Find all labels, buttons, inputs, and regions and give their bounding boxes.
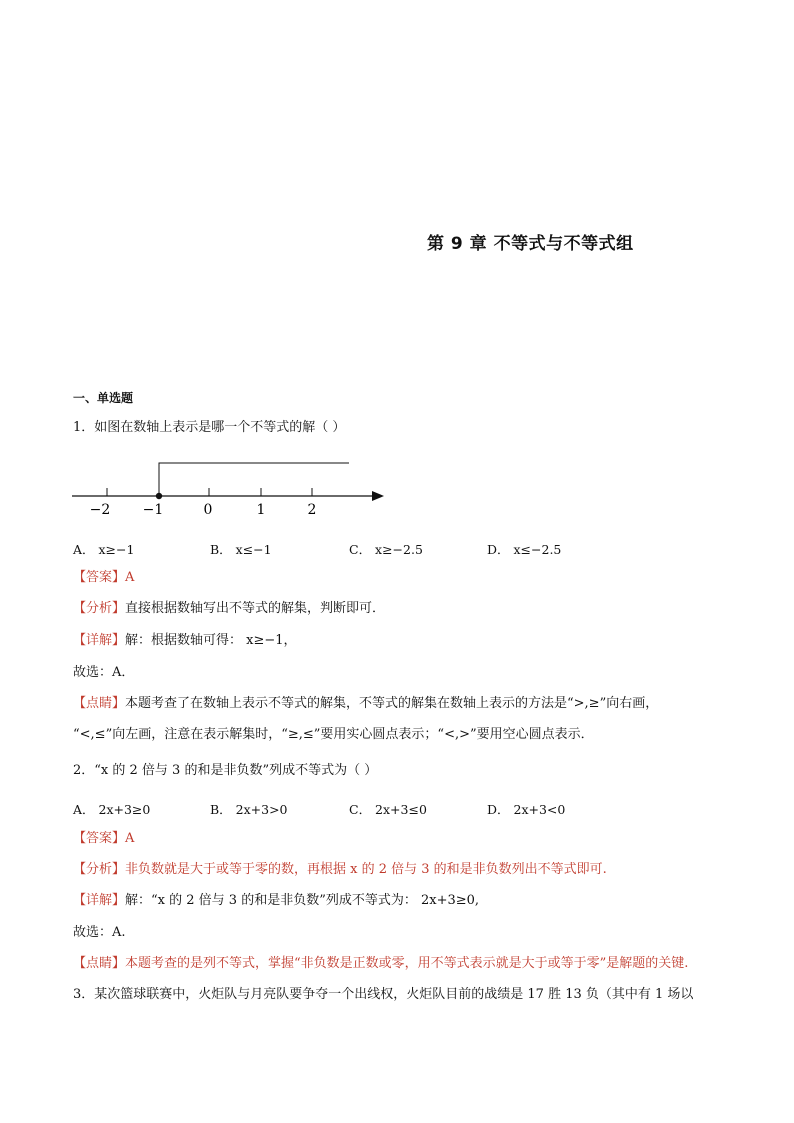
axis-arrow [372, 491, 384, 501]
q2-choose: 故选：A. [73, 925, 126, 940]
solution-ray [159, 463, 349, 496]
q2-stem: 2．“x 的 2 倍与 3 的和是非负数”列成不等式为（ ） [73, 763, 378, 778]
q1-option-a: A． x≥−1 [73, 542, 135, 557]
page-title: 第 9 章 不等式与不等式组 [427, 234, 634, 254]
detail-text: 解：根据数轴可得： x≥−1， [125, 633, 297, 648]
analysis-tag: 【分析】 [73, 601, 126, 616]
q2-analysis [73, 862, 607, 878]
answer-tag: 【答案】 [73, 570, 126, 585]
q1-option-c: C． x≥−2.5 [349, 542, 423, 557]
detail-tag: 【详解】 [73, 633, 126, 648]
comment-tag: 【点睛】 [73, 956, 126, 971]
analysis-text: 直接根据数轴写出不等式的解集，判断即可． [125, 601, 386, 616]
q1-comment-cont: “<,≤”向左画，注意在表示解集时，“≥,≤”要用实心圆点表示；“<,>”要用空心圆点表示． [73, 727, 594, 742]
q2-option-c: C． 2x+3≤0 [349, 802, 427, 817]
q3-stem: 3．某次篮球联赛中，火炬队与月亮队要争夺一个出线权，火炬队目前的战绩是 17 胜 13 负（其中有 1 场以 [73, 987, 694, 1002]
q1-option-d: D． x≤−2.5 [487, 542, 562, 557]
answer-value: A [125, 831, 135, 846]
tick-label: −1 [142, 502, 164, 518]
comment-text: 本题考查了在数轴上表示不等式的解集，不等式的解集在数轴上表示的方法是“>,≥”向右画， [125, 696, 659, 711]
solid-dot [156, 493, 162, 499]
q2-comment [73, 956, 688, 972]
q2-option-b: B． 2x+3>0 [210, 802, 288, 817]
section-heading: 一、单选题 [73, 391, 134, 405]
detail-text: 解：“x 的 2 倍与 3 的和是非负数”列成不等式为： 2x+3≥0, [125, 893, 480, 908]
q1-comment [73, 696, 658, 712]
tick-label: 2 [307, 502, 317, 518]
answer-value: A [125, 570, 135, 585]
analysis-tag: 【分析】 [73, 862, 126, 877]
q1-choose: 故选：A． [73, 665, 135, 680]
q2-answer [73, 831, 134, 847]
q2-detail [73, 893, 479, 909]
comment-text: 本题考查的是列不等式，掌握“非负数是正数或零，用不等式表示就是大于或等于零”是解题的关键. [125, 956, 689, 971]
q1-detail [73, 633, 297, 649]
tick-label: 1 [256, 502, 266, 518]
q1-stem: 1．如图在数轴上表示是哪一个不等式的解（ ） [73, 420, 346, 435]
tick-label: 0 [203, 502, 213, 518]
q2-option-d: D． 2x+3<0 [487, 802, 566, 817]
comment-tag: 【点睛】 [73, 696, 126, 711]
q1-option-b: B． x≤−1 [210, 542, 272, 557]
tick-label: −2 [89, 502, 111, 518]
q1-analysis [73, 601, 385, 617]
analysis-text: 非负数就是大于或等于零的数，再根据 x 的 2 倍与 3 的和是非负数列出不等式即可. [125, 862, 607, 877]
detail-tag: 【详解】 [73, 893, 126, 908]
number-line-figure [66, 455, 396, 523]
answer-tag: 【答案】 [73, 831, 126, 846]
q2-option-a: A． 2x+3≥0 [73, 802, 151, 817]
q1-answer [73, 570, 134, 586]
